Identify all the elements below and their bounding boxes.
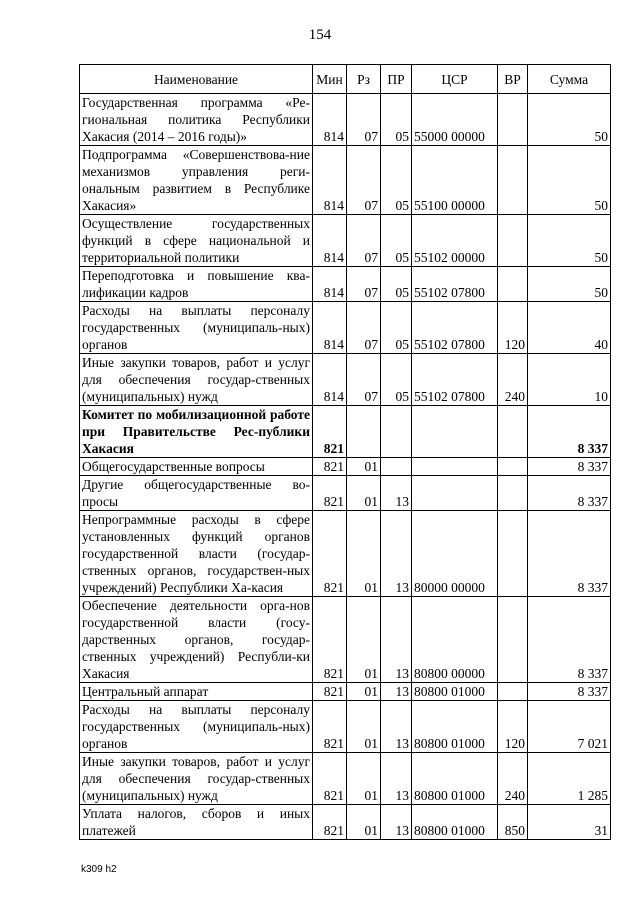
cell-min: 821 xyxy=(313,406,347,458)
cell-name: Расходы на выплаты персоналу государственных (муниципаль-ных) органов xyxy=(80,302,313,354)
cell-vr xyxy=(498,215,528,267)
cell-pr: 13 xyxy=(381,476,412,511)
cell-rz: 01 xyxy=(347,476,381,511)
cell-vr xyxy=(498,597,528,683)
cell-min: 821 xyxy=(313,753,347,805)
footer-code: k309 h2 xyxy=(81,864,117,875)
cell-csr: 80800 01000 xyxy=(412,683,498,701)
cell-csr: 80800 01000 xyxy=(412,753,498,805)
cell-pr: 05 xyxy=(381,267,412,302)
budget-table xyxy=(79,64,611,840)
table-row xyxy=(80,805,611,840)
cell-min: 821 xyxy=(313,511,347,597)
cell-vr xyxy=(498,476,528,511)
cell-rz: 07 xyxy=(347,267,381,302)
cell-csr: 55102 07800 xyxy=(412,302,498,354)
table-row xyxy=(80,511,611,597)
cell-vr: 850 xyxy=(498,805,528,840)
cell-rz: 01 xyxy=(347,701,381,753)
table-row xyxy=(80,753,611,805)
cell-min: 821 xyxy=(313,805,347,840)
cell-rz: 07 xyxy=(347,302,381,354)
cell-pr: 13 xyxy=(381,511,412,597)
cell-min: 821 xyxy=(313,458,347,476)
cell-vr: 120 xyxy=(498,302,528,354)
cell-pr: 13 xyxy=(381,701,412,753)
cell-rz: 07 xyxy=(347,94,381,146)
header-min: Мин xyxy=(313,65,347,94)
cell-name: Расходы на выплаты персоналу государственных (муниципаль-ных) органов xyxy=(80,701,313,753)
cell-rz: 01 xyxy=(347,753,381,805)
cell-pr: 05 xyxy=(381,354,412,406)
cell-sum: 8 337 xyxy=(528,683,611,701)
cell-pr: 05 xyxy=(381,94,412,146)
cell-pr: 05 xyxy=(381,215,412,267)
cell-rz: 07 xyxy=(347,146,381,215)
cell-rz: 07 xyxy=(347,215,381,267)
table-row xyxy=(80,146,611,215)
cell-vr: 240 xyxy=(498,753,528,805)
cell-csr: 55102 07800 xyxy=(412,354,498,406)
cell-csr: 80800 00000 xyxy=(412,597,498,683)
table-row xyxy=(80,701,611,753)
cell-name: Подпрограмма «Совершенствова-ние механизмов управления реги-ональным развитием в Республике Хакасия» xyxy=(80,146,313,215)
cell-csr: 55100 00000 xyxy=(412,146,498,215)
cell-pr xyxy=(381,406,412,458)
cell-min: 821 xyxy=(313,476,347,511)
table-row xyxy=(80,406,611,458)
table-row xyxy=(80,302,611,354)
cell-pr: 13 xyxy=(381,753,412,805)
cell-vr xyxy=(498,458,528,476)
cell-sum: 8 337 xyxy=(528,597,611,683)
cell-vr xyxy=(498,267,528,302)
cell-csr: 80800 01000 xyxy=(412,701,498,753)
cell-vr xyxy=(498,406,528,458)
header-rz: Рз xyxy=(347,65,381,94)
cell-rz: 01 xyxy=(347,805,381,840)
cell-rz: 01 xyxy=(347,511,381,597)
header-name: Наименование xyxy=(80,65,313,94)
cell-csr xyxy=(412,406,498,458)
cell-name: Уплата налогов, сборов и иных платежей xyxy=(80,805,313,840)
cell-pr xyxy=(381,458,412,476)
cell-min: 821 xyxy=(313,597,347,683)
table-row xyxy=(80,458,611,476)
cell-pr: 05 xyxy=(381,146,412,215)
cell-vr: 120 xyxy=(498,701,528,753)
cell-vr xyxy=(498,683,528,701)
cell-csr: 80800 01000 xyxy=(412,805,498,840)
cell-name: Осуществление государственных функций в сфере национальной и территориальной политики xyxy=(80,215,313,267)
cell-sum: 40 xyxy=(528,302,611,354)
cell-vr xyxy=(498,511,528,597)
cell-name: Иные закупки товаров, работ и услуг для обеспечения государ-ственных (муниципальных) нужд xyxy=(80,753,313,805)
cell-name: Центральный аппарат xyxy=(80,683,313,701)
header-csr: ЦСР xyxy=(412,65,498,94)
table-row xyxy=(80,597,611,683)
cell-sum: 31 xyxy=(528,805,611,840)
cell-sum: 50 xyxy=(528,146,611,215)
cell-min: 814 xyxy=(313,146,347,215)
budget-table-body xyxy=(80,94,611,840)
cell-sum: 50 xyxy=(528,94,611,146)
cell-name: Иные закупки товаров, работ и услуг для обеспечения государ-ственных (муниципальных) нужд xyxy=(80,354,313,406)
cell-csr: 55102 00000 xyxy=(412,215,498,267)
cell-sum: 10 xyxy=(528,354,611,406)
cell-min: 821 xyxy=(313,683,347,701)
page-number: 154 xyxy=(308,27,332,43)
cell-rz xyxy=(347,406,381,458)
table-row xyxy=(80,215,611,267)
table-row xyxy=(80,683,611,701)
cell-sum: 1 285 xyxy=(528,753,611,805)
table-row xyxy=(80,354,611,406)
cell-min: 814 xyxy=(313,215,347,267)
cell-pr: 13 xyxy=(381,597,412,683)
cell-name: Переподготовка и повышение ква-лификации кадров xyxy=(80,267,313,302)
cell-csr: 80000 00000 xyxy=(412,511,498,597)
cell-pr: 13 xyxy=(381,683,412,701)
cell-csr: 55000 00000 xyxy=(412,94,498,146)
cell-rz: 07 xyxy=(347,354,381,406)
cell-min: 814 xyxy=(313,267,347,302)
cell-csr: 55102 07800 xyxy=(412,267,498,302)
cell-min: 814 xyxy=(313,302,347,354)
cell-vr: 240 xyxy=(498,354,528,406)
cell-name: Обеспечение деятельности орга-нов государственной власти (госу-дарственных органов, государ-ственных учреждений) Республи-ки Хакасия xyxy=(80,597,313,683)
header-pr: ПР xyxy=(381,65,412,94)
cell-pr: 05 xyxy=(381,302,412,354)
cell-rz: 01 xyxy=(347,597,381,683)
cell-name: Непрограммные расходы в сфере установленных функций органов государственной власти (государ-ственных органов, государствен-ных учреждений) Республики Ха-касия xyxy=(80,511,313,597)
cell-min: 821 xyxy=(313,701,347,753)
table-row xyxy=(80,267,611,302)
header-row xyxy=(80,65,611,94)
cell-vr xyxy=(498,146,528,215)
cell-sum: 8 337 xyxy=(528,458,611,476)
cell-min: 814 xyxy=(313,94,347,146)
header-sum: Сумма xyxy=(528,65,611,94)
cell-sum: 8 337 xyxy=(528,406,611,458)
cell-sum: 7 021 xyxy=(528,701,611,753)
table-row xyxy=(80,476,611,511)
cell-sum: 8 337 xyxy=(528,511,611,597)
cell-name: Государственная программа «Ре-гиональная политика Республики Хакасия (2014 – 2016 годы)» xyxy=(80,94,313,146)
cell-name: Общегосударственные вопросы xyxy=(80,458,313,476)
cell-csr xyxy=(412,476,498,511)
cell-pr: 13 xyxy=(381,805,412,840)
cell-csr xyxy=(412,458,498,476)
cell-vr xyxy=(498,94,528,146)
table-row xyxy=(80,94,611,146)
cell-sum: 50 xyxy=(528,267,611,302)
cell-min: 814 xyxy=(313,354,347,406)
cell-name: Комитет по мобилизационной работе при Правительстве Рес-публики Хакасия xyxy=(80,406,313,458)
cell-name: Другие общегосударственные во-просы xyxy=(80,476,313,511)
cell-sum: 50 xyxy=(528,215,611,267)
cell-sum: 8 337 xyxy=(528,476,611,511)
cell-rz: 01 xyxy=(347,683,381,701)
cell-rz: 01 xyxy=(347,458,381,476)
header-vr: ВР xyxy=(498,65,528,94)
